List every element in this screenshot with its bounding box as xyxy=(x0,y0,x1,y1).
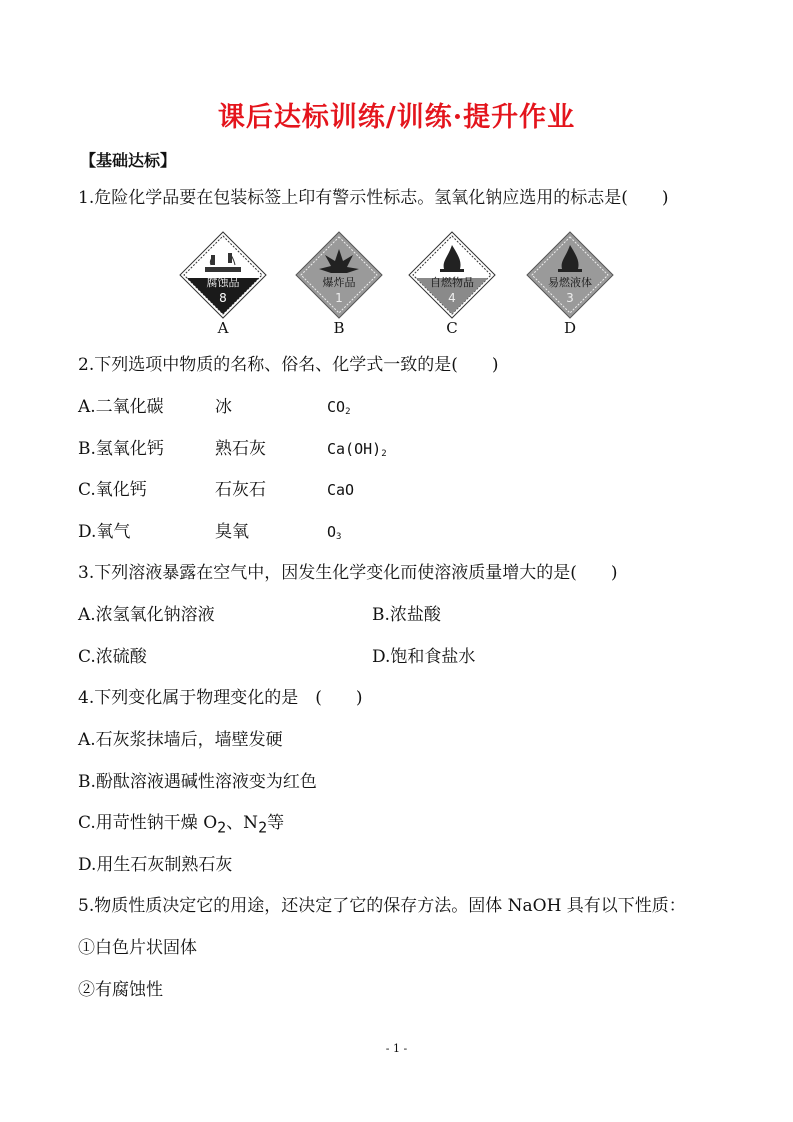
q3-options-row-2 xyxy=(78,645,678,669)
q2-option-c xyxy=(78,478,678,502)
sign-c-number: 4 xyxy=(448,291,456,305)
sign-d-name: 易燃液体 xyxy=(548,276,592,289)
q5-property-1: ①白色片状固体 xyxy=(78,938,197,958)
q3-option-c: C.浓硫酸 xyxy=(78,647,147,667)
q3-options-row-1 xyxy=(78,603,678,627)
sign-a-number: 8 xyxy=(219,291,227,305)
option-formula: $CO_2$ xyxy=(327,398,351,417)
sign-a-label: A xyxy=(217,319,229,337)
q3-option-a: A.浓氢氧化钠溶液 xyxy=(78,605,215,625)
hazard-signs xyxy=(0,230,793,340)
option-formula: CaO xyxy=(327,481,355,499)
spontaneous-combustion-sign-icon xyxy=(409,232,495,318)
option-common-name: 熟石灰 xyxy=(215,439,266,459)
explosive-sign-icon xyxy=(296,232,382,318)
sign-c-name: 自燃物品 xyxy=(430,276,474,289)
option-common-name: 石灰石 xyxy=(215,480,266,500)
sign-d-number: 3 xyxy=(566,291,574,305)
option-formula: $O_3$ xyxy=(327,523,342,542)
sign-b-name: 爆炸品 xyxy=(322,276,356,289)
question-5-text: 5.物质性质决定它的用途，还决定了它的保存方法。固体 NaOH 具有以下性质： xyxy=(78,896,686,916)
q4-option-b: B.酚酞溶液遇碱性溶液变为红色 xyxy=(78,772,317,792)
question-3-text: 3.下列溶液暴露在空气中，因发生化学变化而使溶液质量增大的是( ) xyxy=(78,563,618,583)
option-name: C.氧化钙 xyxy=(78,480,147,500)
q3-option-d: D.饱和食盐水 xyxy=(372,647,476,667)
sign-a-name: 腐蚀品 xyxy=(206,276,240,289)
section-heading: 【基础达标】 xyxy=(80,151,177,170)
q4-option-c: C.用苛性钠干燥 $O_2$、$N_2$等 xyxy=(78,813,285,837)
option-formula: $Ca(OH)_2$ xyxy=(327,440,387,459)
corrosive-sign-icon xyxy=(180,232,266,318)
sign-b-label: B xyxy=(333,319,345,337)
option-name: B.氢氧化钙 xyxy=(78,439,164,459)
option-common-name: 冰 xyxy=(215,397,232,417)
question-4-text: 4.下列变化属于物理变化的是 ( ) xyxy=(78,688,363,708)
page-number: - 1 - xyxy=(385,1042,408,1055)
q3-option-b: B.浓盐酸 xyxy=(372,605,441,625)
q2-option-d xyxy=(78,520,678,544)
q2-option-b xyxy=(78,437,678,461)
question-1-text: 1.危险化学品要在包装标签上印有警示性标志。氢氧化钠应选用的标志是( ) xyxy=(78,188,669,208)
page-title: 课后达标训练/训练·提升作业 xyxy=(217,102,576,133)
sign-d-label: D xyxy=(563,319,577,337)
q5-property-2: ②有腐蚀性 xyxy=(78,980,163,1000)
question-2-text: 2.下列选项中物质的名称、俗名、化学式一致的是( ) xyxy=(78,355,499,375)
q2-option-a xyxy=(78,395,678,419)
q4-option-d: D.用生石灰制熟石灰 xyxy=(78,855,233,875)
option-name: D.氧气 xyxy=(78,522,131,542)
q4-option-a: A.石灰浆抹墙后，墙壁发硬 xyxy=(78,730,283,750)
sign-b-number: 1 xyxy=(335,291,343,305)
sign-c-label: C xyxy=(446,319,458,337)
flammable-liquid-sign-icon xyxy=(527,232,613,318)
option-name: A.二氧化碳 xyxy=(78,397,164,417)
option-common-name: 臭氧 xyxy=(215,522,249,542)
